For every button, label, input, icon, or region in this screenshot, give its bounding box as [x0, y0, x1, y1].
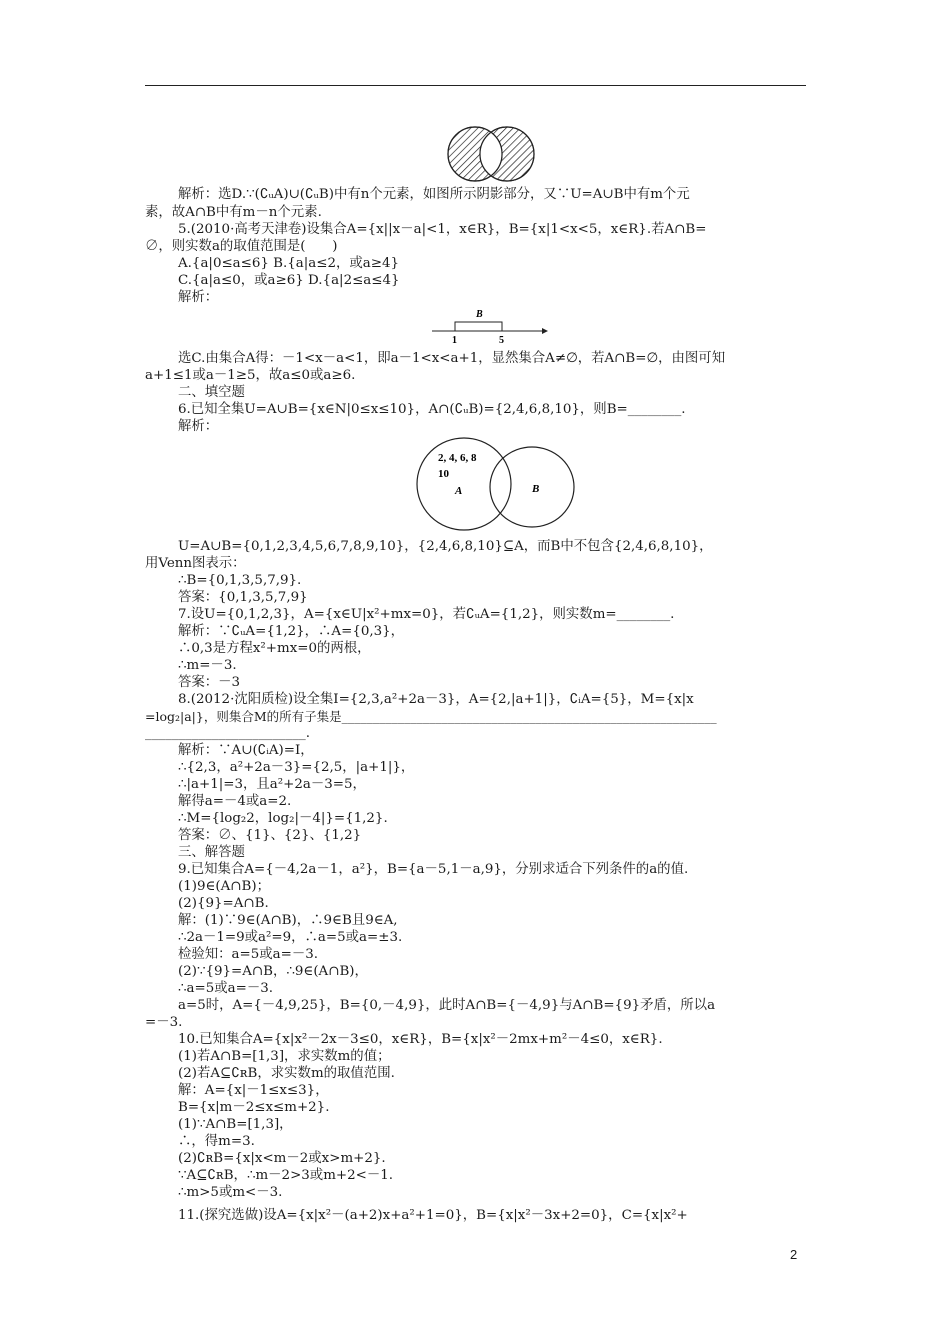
text-line: ∴|a+1|=3，且a²+2a－3=5，: [178, 777, 366, 792]
tick-5-label: 5: [499, 335, 504, 345]
text-line: 答案：－3: [178, 675, 241, 690]
number-line-b-label: B: [476, 309, 483, 320]
text-line: (1)若A∩B=[1,3]，求实数m的值；: [178, 1049, 391, 1064]
text-line: 解：(1)∵9∈(A∩B)，∴9∈B且9∈A,: [178, 913, 398, 928]
text-line: B={x|m－2≤x≤m+2}.: [178, 1100, 330, 1115]
text-line: 解析：∵A∪(∁ᵢA)=I，: [178, 743, 314, 758]
header-rule: [145, 85, 806, 86]
text-line: ∴m=－3.: [178, 658, 237, 673]
venn-shaded-figure: [445, 125, 537, 183]
text-line: 11.(探究选做)设A={x|x²－(a+2)x+a²+1=0}，B={x|x²－3x+2=0}，C={x|x²+: [178, 1208, 688, 1223]
venn-ab-figure: [414, 435, 576, 533]
text-line: ∴m>5或m<－3.: [178, 1185, 283, 1200]
tick-1-label: 1: [452, 335, 457, 345]
text-line: a+1≤1或a－1≥5，故a≤0或a≥6.: [145, 368, 356, 383]
section-heading: 二、填空题: [178, 385, 245, 400]
set-a-label: A: [455, 485, 463, 497]
text-line: 检验知：a=5或a=－3.: [178, 947, 319, 962]
section-heading: 三、解答题: [178, 845, 245, 860]
text-line: 解析：: [178, 290, 219, 305]
text-line: ∴{2,3，a²+2a－3}={2,5，|a+1|}，: [178, 760, 415, 775]
text-line: 解：A={x|－1≤x≤3}，: [178, 1083, 329, 1098]
text-line: ∵A⊆∁ʀB，∴m－2>3或m+2<－1.: [178, 1168, 394, 1183]
text-line: ________________________.: [145, 726, 310, 741]
text-line: 答案：∅、{1}、{2}、{1,2}: [178, 828, 362, 843]
set-b-label: B: [532, 483, 540, 495]
set-a-values: 2, 4, 6, 8: [438, 452, 477, 464]
text-line: (2)∁ʀB={x|x<m－2或x>m+2}.: [178, 1151, 386, 1166]
text-line: 素，故A∩B中有m－n个元素.: [145, 205, 322, 220]
text-line: 答案：{0,1,3,5,7,9}: [178, 590, 308, 605]
text-line: 7.设U={0,1,2,3}，A={x∈U|x²+mx=0}，若∁ᵤA={1,2}，则实数m=________.: [178, 607, 675, 622]
text-line: 8.(2012·沈阳质检)设全集I={2,3,a²+2a－3}，A={2,|a+1|}，∁ᵢA={5}，M={x|x: [178, 692, 694, 707]
text-line: ∴0,3是方程x²+mx=0的两根，: [178, 641, 371, 656]
text-line: (1)9∈(A∩B)；: [178, 879, 270, 894]
text-line: 选C.由集合A得：－1<x－a<1，即a－1<x<a+1，显然集合A≠∅，若A∩B=∅，由图可知: [178, 351, 726, 366]
text-line: ∅，则实数a的取值范围是( ): [145, 239, 338, 254]
text-line: a=5时，A={－4,9,25}，B={0,－4,9}，此时A∩B={－4,9}与A∩B={9}矛盾，所以a: [178, 998, 716, 1013]
text-line: =log₂|a|}，则集合M的所有子集是____________________________________________________________: [145, 709, 717, 724]
text-line: ∴2a－1=9或a²=9，∴a=5或a=±3.: [178, 930, 403, 945]
text-line: (2)∵{9}=A∩B，∴9∈(A∩B)，: [178, 964, 368, 979]
number-line-figure: [430, 305, 550, 345]
text-line: A.{a|0≤a≤6} B.{a|a≤2，或a≥4}: [178, 256, 400, 271]
text-line: U=A∪B={0,1,2,3,4,5,6,7,8,9,10}，{2,4,6,8,10}⊆A，而B中不包含{2,4,6,8,10}，: [178, 539, 713, 554]
text-line: 5.(2010·高考天津卷)设集合A={x||x－a|<1，x∈R}，B={x|1<x<5，x∈R}.若A∩B=: [178, 222, 707, 237]
text-line: ∴B={0,1,3,5,7,9}.: [178, 573, 302, 588]
text-line: 用Venn图表示：: [145, 556, 246, 571]
text-line: 解析：: [178, 419, 219, 434]
text-line: 解析：选D.∵(∁ᵤA)∪(∁ᵤB)中有n个元素，如图所示阴影部分，又∵U=A∪B中有m个元: [178, 187, 690, 202]
set-a-values-2: 10: [438, 468, 449, 480]
text-line: 解析：∵∁ᵤA={1,2}，∴A={0,3}，: [178, 624, 405, 639]
text-line: ∴a=5或a=－3.: [178, 981, 274, 996]
text-line: ∴，得m=3.: [178, 1134, 255, 1149]
text-line: ∴M={log₂2，log₂|－4|}={1,2}.: [178, 811, 388, 826]
text-line: (1)∵A∩B=[1,3]，: [178, 1117, 293, 1132]
text-line: (2)若A⊆∁ʀB，求实数m的取值范围.: [178, 1066, 395, 1081]
text-line: (2){9}=A∩B.: [178, 896, 269, 911]
text-line: C.{a|a≤0，或a≥6} D.{a|2≤a≤4}: [178, 273, 400, 288]
text-line: 9.已知集合A={－4,2a－1，a²}，B={a－5,1－a,9}，分别求适合下列条件的a的值.: [178, 862, 689, 877]
text-line: 6.已知全集U=A∪B={x∈N|0≤x≤10}，A∩(∁ᵤB)={2,4,6,8,10}，则B=________.: [178, 402, 686, 417]
text-line: 解得a=－4或a=2.: [178, 794, 292, 809]
text-line: 10.已知集合A={x|x²－2x－3≤0，x∈R}，B={x|x²－2mx+m²－4≤0，x∈R}.: [178, 1032, 663, 1047]
page-number: 2: [790, 1247, 798, 1262]
text-line: =－3.: [145, 1015, 183, 1030]
